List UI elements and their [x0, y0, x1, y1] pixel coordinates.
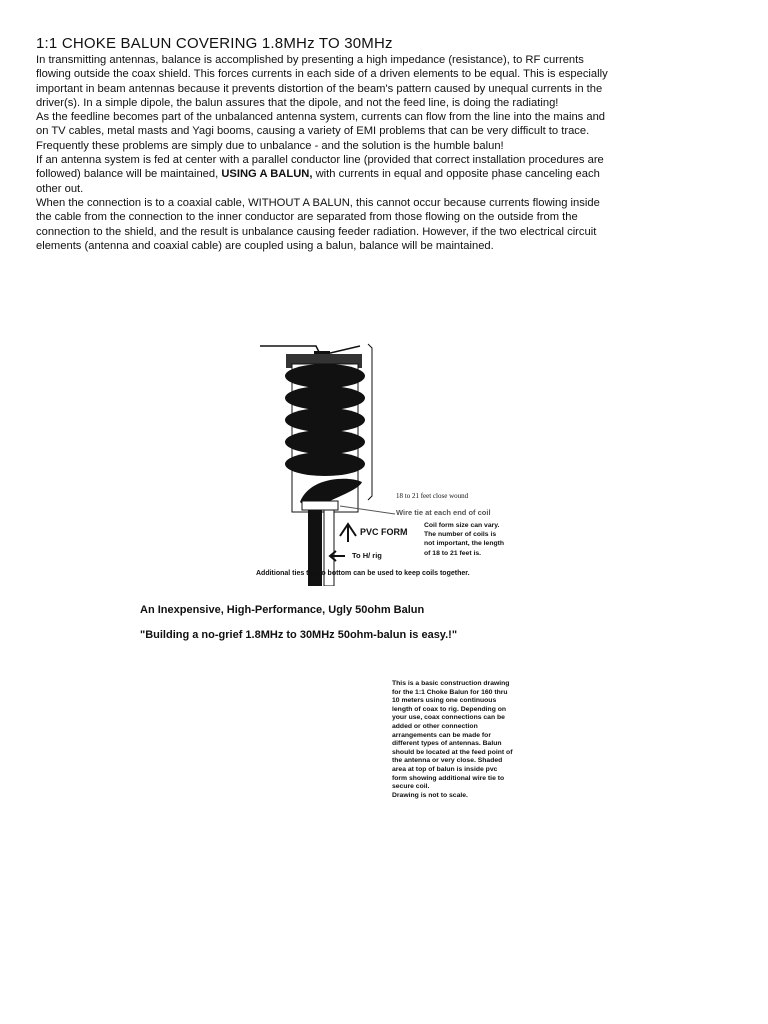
paragraph-text: If an antenna system is fed at center with a parallel conductor line (provided that correct installation procedures are followed) balance will be maintained, [36, 154, 604, 181]
article-body [36, 53, 616, 253]
construction-note [392, 680, 538, 800]
note-line: Drawing is not to scale. [392, 791, 468, 799]
note-line: 10 meters using one continuous [392, 697, 497, 705]
page-title: 1:1 CHOKE BALUN COVERING 1.8MHz TO 30MHz [36, 35, 393, 52]
paragraph: When the connection is to a coaxial cable, WITHOUT A BALUN, this cannot occur because currents flowing inside the cable from the connection to the inner conductor are separated from those flowing on the outside from the connection to the shield, and the result is unbalance causing feeder radiation. However, if the two electrical circuit elements (antenna and coaxial cable) are coupled using a balun, balance will be maintained. [36, 196, 600, 252]
coil-form-note [424, 521, 504, 558]
note-line: added or other connection [392, 722, 478, 730]
coil-note-line: not important, the length [424, 540, 505, 548]
note-line: area at top of balun is inside pvc [392, 765, 498, 773]
note-line: arrangements can be made for [392, 731, 491, 739]
emphasis-text: USING A BALUN, [221, 168, 313, 181]
rig-label: To H/ rig [352, 551, 382, 560]
caption-subtitle: An Inexpensive, High-Performance, Ugly 50ohm Balun [140, 604, 425, 616]
note-line: secure coil. [392, 783, 430, 791]
note-line: length of coax to rig. Depending on [392, 705, 507, 713]
paragraph-text: with currents in equal and opposite phase canceling each other out. [36, 168, 600, 195]
note-line: should be located at the feed point of [392, 748, 513, 756]
note-line: your use, coax connections can be [392, 714, 505, 722]
coil-length-label: 18 to 21 feet close wound [396, 492, 469, 500]
coil-note-line: of 18 to 21 feet is. [424, 549, 482, 557]
coil-note-line: The number of coils is [424, 531, 497, 539]
pvc-form-label: PVC FORM [360, 527, 408, 537]
note-line: form showing additional wire tie to [392, 774, 505, 782]
note-line: for the 1:1 Choke Balun for 160 thru [392, 688, 508, 696]
paragraph: In transmitting antennas, balance is accomplished by presenting a high impedance (resistance), to RF currents flowing outside the coax shield. This forces currents in each side of a driven elements to be equal. This is especially important in beam antennas because it prevents distortion of the beam's pattern caused by unequal currents in the driver(s). In a simple dipole, the balun assures that the dipole, and not the feed line, is doing the radiating! [36, 54, 608, 109]
note-line: the antenna or very close. Shaded [392, 757, 503, 765]
caption-quote: "Building a no-grief 1.8MHz to 30MHz 50ohm-balun is easy.!" [140, 629, 458, 641]
note-line: This is a basic construction drawing [392, 680, 510, 687]
paragraph [36, 153, 616, 196]
bottom-note: Additional ties top to bottom can be used to keep coils together. [256, 570, 470, 577]
note-line: different types of antennas. Balun [392, 740, 502, 748]
coil-note-line: Coil form size can vary. [424, 522, 500, 529]
wire-tie-label: Wire tie at each end of coil [396, 508, 491, 517]
paragraph: As the feedline becomes part of the unbalanced antenna system, currents can flow from the line into the mains and on TV cables, metal masts and Yagi booms, causing a variety of EMI problems that can be very difficult to trace. Frequently these problems are simply due to unbalance - and the solution is the humble balun! [36, 111, 606, 152]
